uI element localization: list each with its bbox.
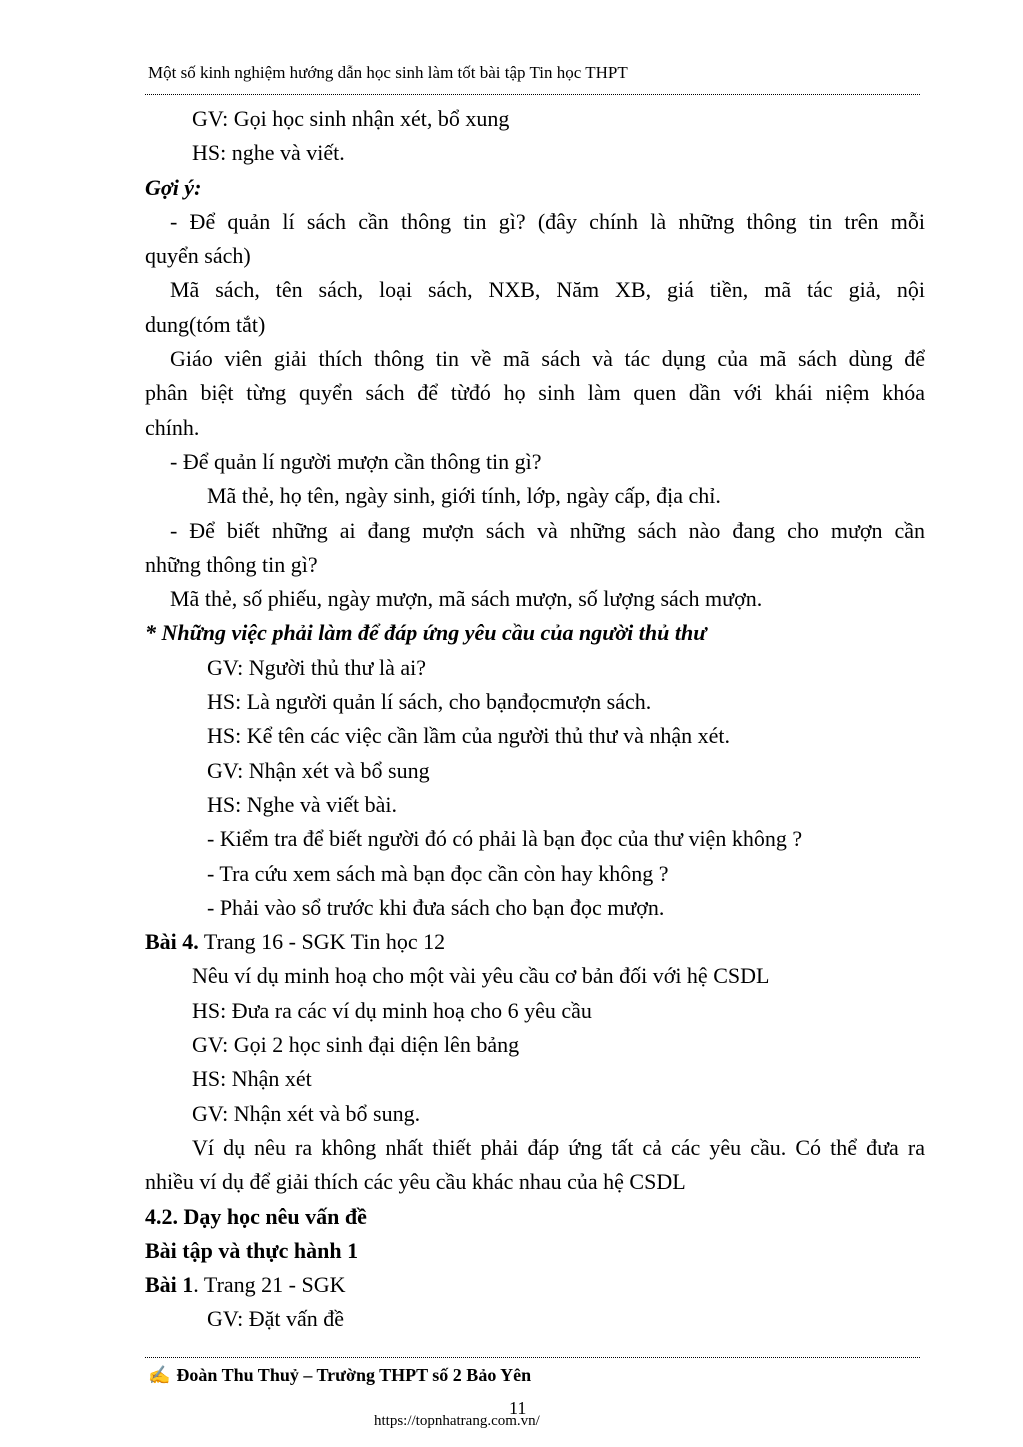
exercise-line: [145, 925, 925, 959]
source-url: https://topnhatrang.com.vn/: [374, 1413, 540, 1429]
body-line: GV: Đặt vấn đề: [207, 1306, 345, 1332]
body-line: GV: Gọi 2 học sinh đại diện lên bảng: [192, 1032, 520, 1058]
body-line: HS: Nhận xét: [192, 1066, 312, 1092]
body-line: HS: Là người quản lí sách, cho bạnđọcmượn sách.: [207, 689, 652, 715]
header-divider: [145, 94, 920, 95]
exercise-label: Bài 4.: [145, 929, 199, 955]
footer-divider: [145, 1357, 920, 1358]
exercise-label: Bài 1: [145, 1272, 194, 1298]
section-heading: * Những việc phải làm để đáp ứng yêu cầu của người thủ thư: [145, 620, 707, 646]
body-line: GV: Người thủ thư là ai?: [207, 654, 426, 680]
body-line: - Để quản lí sách cần thông tin gì? (đây chính là những thông tin trên mỗi: [170, 208, 925, 234]
body-line: nhiều ví dụ để giải thích các yêu cầu khác nhau của hệ CSDL: [145, 1169, 686, 1195]
body-line: - Phải vào sổ trước khi đưa sách cho bạn đọc mượn.: [207, 894, 665, 920]
body-line: - Để quản lí người mượn cần thông tin gì?: [170, 448, 542, 474]
section-heading: 4.2. Dạy học nêu vấn đề: [145, 1203, 367, 1229]
author-text: Đoàn Thu Thuỷ – Trường THPT số 2 Bảo Yên: [176, 1365, 532, 1385]
body-line: HS: Kể tên các việc cần lầm của người thủ thư và nhận xét.: [207, 723, 730, 749]
running-header: Một số kinh nghiệm hướng dẫn học sinh làm tốt bài tập Tin học THPT: [148, 63, 628, 82]
exercise-text: Trang 16 - SGK Tin học 12: [198, 929, 446, 955]
body-line: - Tra cứu xem sách mà bạn đọc cần còn hay không ?: [207, 860, 669, 886]
body-line: quyển sách): [145, 243, 251, 269]
body-line: HS: nghe và viết.: [192, 140, 345, 166]
body-line: chính.: [145, 414, 200, 440]
document-body: [145, 102, 925, 1337]
body-line: dung(tóm tắt): [145, 311, 266, 337]
page-number: 11: [509, 1398, 527, 1418]
body-line: - Để biết những ai đang mượn sách và những sách nào đang cho mượn cần: [170, 517, 925, 543]
body-line: Mã thẻ, họ tên, ngày sinh, giới tính, lớp, ngày cấp, địa chỉ.: [207, 483, 721, 509]
body-line: GV: Gọi học sinh nhận xét, bổ xung: [192, 106, 510, 131]
section-heading: Bài tập và thực hành 1: [145, 1237, 359, 1263]
body-line: phân biệt từng quyển sách để từđó họ sinh làm quen dần với khái niệm khóa: [145, 380, 925, 406]
exercise-text: . Trang 21 - SGK: [193, 1272, 346, 1298]
body-line: GV: Nhận xét và bổ sung: [207, 757, 430, 783]
body-line: Nêu ví dụ minh hoạ cho một vài yêu cầu cơ bản đối với hệ CSDL: [192, 963, 770, 989]
body-line: HS: Nghe và viết bài.: [207, 791, 398, 817]
body-line: HS: Đưa ra các ví dụ minh hoạ cho 6 yêu cầu: [192, 997, 592, 1023]
body-line: - Kiểm tra để biết người đó có phải là bạn đọc của thư viện không ?: [207, 826, 803, 852]
body-line: Mã thẻ, số phiếu, ngày mượn, mã sách mượn, số lượng sách mượn.: [170, 586, 763, 612]
body-line: Giáo viên giải thích thông tin về mã sách và tác dụng của mã sách dùng để: [170, 346, 925, 372]
body-line: những thông tin gì?: [145, 551, 318, 577]
exercise-line: [145, 1268, 925, 1302]
hint-heading: Gợi ý:: [145, 174, 202, 200]
body-line: GV: Nhận xét và bổ sung.: [192, 1100, 421, 1126]
body-line: Mã sách, tên sách, loại sách, NXB, Năm XB, giá tiền, mã tác giả, nội: [170, 277, 925, 303]
body-line: Ví dụ nêu ra không nhất thiết phải đáp ứng tất cả các yêu cầu. Có thể đưa ra: [192, 1134, 925, 1160]
footer-author: [148, 1363, 531, 1387]
pen-icon: ✍: [148, 1365, 171, 1385]
